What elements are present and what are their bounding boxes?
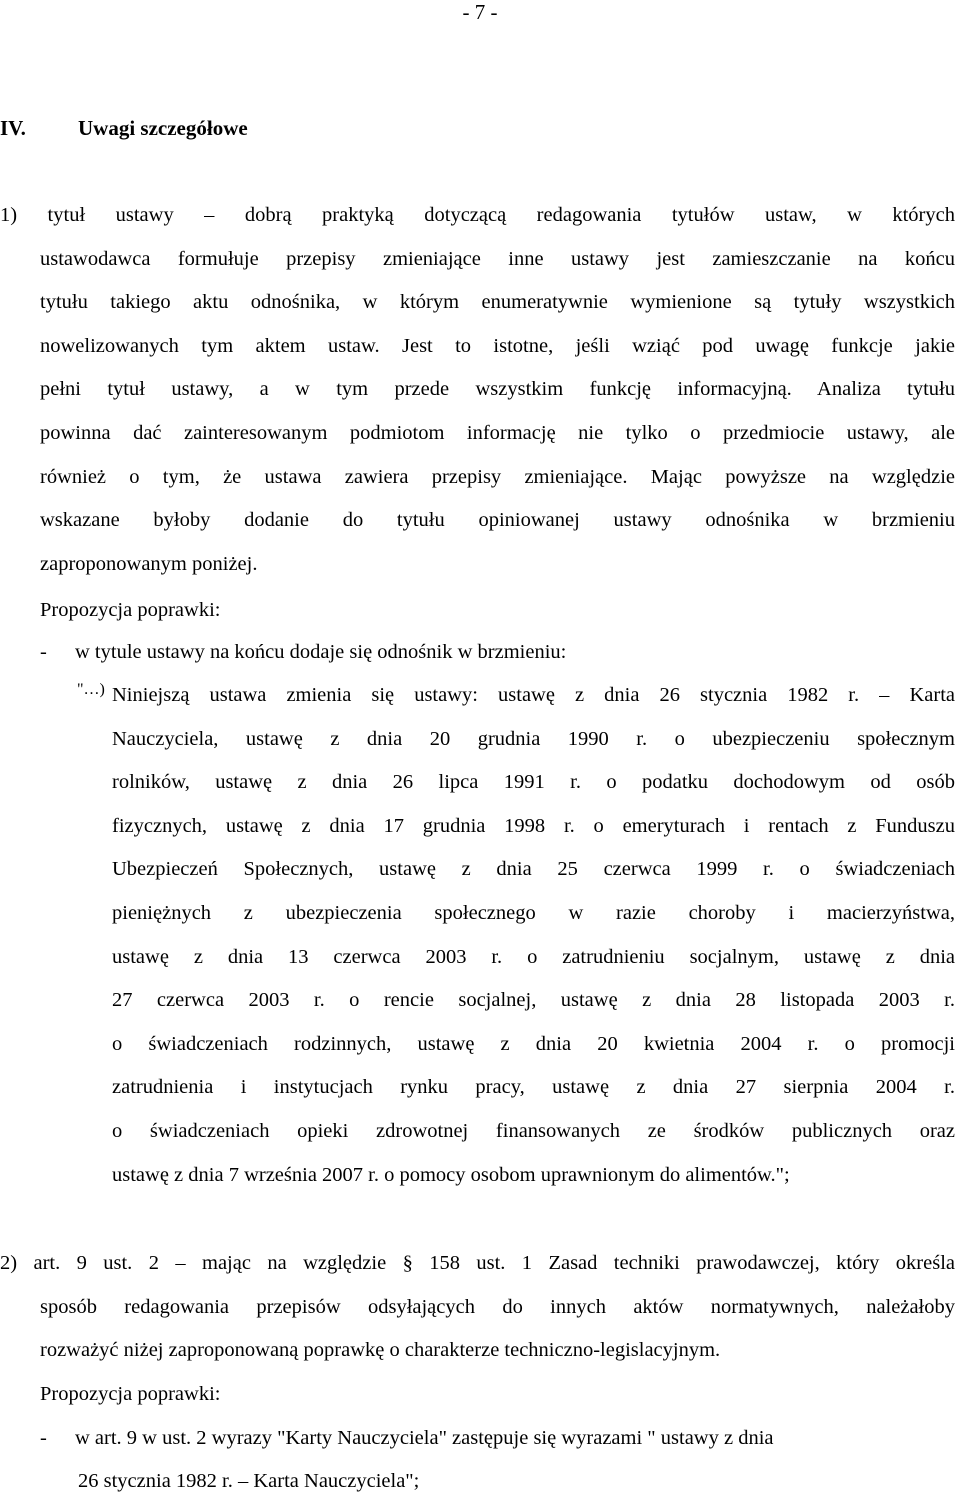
item2-line: rozważyć niżej zaproponowaną poprawkę o charakterze techniczno-legislacyjnym.	[40, 1339, 721, 1362]
quote-line: Nauczyciela, ustawę z dnia 20 grudnia 1990 r. o ubezpieczeniu społecznym	[112, 727, 955, 750]
item2-line: sposób redagowania przepisów odsyłających do innych aktów normatywnych, należałoby	[40, 1295, 955, 1318]
quote-line: Ubezpieczeń Społecznych, ustawę z dnia 25 czerwca 1999 r. o świadczeniach	[112, 858, 955, 881]
quote-line: zatrudnienia i instytucjach rynku pracy, ustawę z dnia 27 sierpnia 2004 r.	[112, 1076, 955, 1099]
item2-line: 2) art. 9 ust. 2 – mając na względzie § 158 ust. 1 Zasad techniki prawodawczej, który określa	[0, 1252, 955, 1274]
item2-amendment-text: w art. 9 w ust. 2 wyrazy "Karty Nauczyciela" zastępuje się wyrazami " ustawy z dnia	[75, 1427, 774, 1449]
item1-line: również o tym, że ustawa zawiera przepisy zmieniające. Mając powyższe na względzie	[40, 465, 955, 488]
quote-line: o świadczeniach opieki zdrowotnej finansowanych ze środków publicznych oraz	[112, 1119, 955, 1142]
item2-proposal-label: Propozycja poprawki:	[40, 1383, 221, 1405]
item1-amendment-dash: -	[40, 641, 47, 663]
item2-amendment-dash: -	[40, 1427, 47, 1449]
item1-line: 1) tytuł ustawy – dobrą praktyką dotyczącą redagowania tytułów ustaw, w których	[0, 204, 955, 226]
item1-line: tytułu takiego aktu odnośnika, w którym enumeratywnie wymienione są tytuły wszystkich	[40, 291, 955, 314]
quote-line: 27 czerwca 2003 r. o rencie socjalnej, ustawę z dnia 28 listopada 2003 r.	[112, 989, 955, 1012]
item1-proposal-label: Propozycja poprawki:	[40, 599, 221, 621]
item1-amendment-text: w tytule ustawy na końcu dodaje się odnośnik w brzmieniu:	[75, 641, 567, 663]
item1-line: pełni tytuł ustawy, a w tym przede wszystkim funkcję informacyjną. Analiza tytułu	[40, 378, 955, 401]
item2-amendment	[40, 1424, 955, 1452]
quote-line: ustawę z dnia 7 września 2007 r. o pomocy osobom uprawnionym do alimentów.";	[112, 1163, 790, 1186]
section-title: Uwagi szczegółowe	[78, 116, 248, 140]
item1-amendment	[40, 638, 566, 666]
item2-amendment-continuation	[78, 1467, 419, 1495]
quote-line: Niniejszą ustawa zmienia się ustawy: ustawę z dnia 26 stycznia 1982 r. – Karta	[112, 684, 955, 706]
quote-line: o świadczeniach rodzinnych, ustawę z dnia 20 kwietnia 2004 r. o promocji	[112, 1032, 955, 1055]
item1-line: ustawodawca formułuje przepisy zmieniające inne ustawy jest zamieszczanie na końcu	[40, 247, 955, 270]
item1-line: nowelizowanych tym aktem ustaw. Jest to istotne, jeśli wziąć pod uwagę funkcje jakie	[40, 334, 955, 357]
item1-line: zaproponowanym poniżej.	[40, 552, 258, 575]
section-roman-numeral: IV.	[0, 116, 26, 140]
section-heading	[0, 114, 248, 142]
item2-continuation-text: 26 stycznia 1982 r. – Karta Nauczyciela";	[78, 1470, 420, 1492]
footnote-mark: "…)	[77, 681, 105, 698]
item1-paragraph	[0, 194, 955, 586]
quote-line: fizycznych, ustawę z dnia 17 grudnia 1998 r. o emeryturach i rentach z Funduszu	[112, 814, 955, 837]
page-number: - 7 -	[462, 0, 498, 24]
quote-line: rolników, ustawę z dnia 26 lipca 1991 r. o podatku dochodowym od osób	[112, 771, 955, 794]
item1-line: powinna dać zainteresowanym podmiotom informację nie tylko o przedmiocie ustawy, ale	[40, 421, 955, 444]
item2-paragraph	[0, 1242, 955, 1373]
quote-line: ustawę z dnia 13 czerwca 2003 r. o zatrudnieniu socjalnym, ustawę z dnia	[112, 945, 955, 968]
footnote-quote	[112, 674, 955, 1197]
quote-line: pieniężnych z ubezpieczenia społecznego w razie choroby i macierzyństwa,	[112, 901, 955, 924]
item1-line: wskazane byłoby dodanie do tytułu opiniowanej ustawy odnośnika w brzmieniu	[40, 509, 955, 532]
